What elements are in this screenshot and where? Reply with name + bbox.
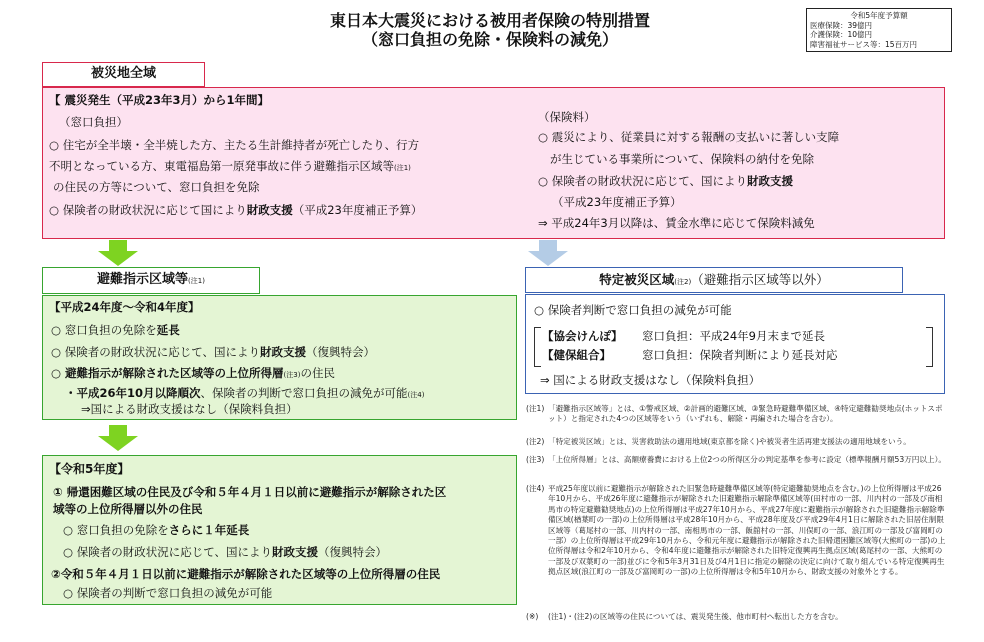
note-1 [526,404,946,425]
disaster-left-line4 [49,203,422,217]
disaster-left-line1: ○ 住宅が全半壊・全半焼した方、主たる生計維持者が死亡したり、行方 [49,138,420,152]
note-text: (注1)・(注2)の区域等の住民については、震災発生後、他市町村へ転出した方を含む。 [548,612,843,621]
budget-box [806,8,952,52]
evac-item3-c: の住民 [300,366,335,380]
reiwa5-box [42,455,517,605]
specific-row1 [542,329,623,343]
note-ref-1: (注1) [188,277,205,285]
evac-item3 [51,366,335,382]
budget-item: 介護保険：10億円 [810,30,873,39]
reiwa5-heading: 【令和5年度】 [49,462,130,476]
evac-box [42,295,517,420]
evac-item1 [51,323,180,337]
disaster-left-line4-b: 財政支援 [246,203,293,217]
note-key: (注1) [526,404,545,413]
reiwa5-para1-line2: 域等の上位所得層以外の住民 [53,502,203,516]
disaster-heading: 【 震災発生（平成23年3月）から1年間】 [49,93,270,107]
specific-row1-value: 窓口負担：平成24年9月末まで延長 [642,329,825,343]
note-ref-4: (注4) [407,391,425,399]
disaster-left-line4-c: （平成23年度補正予算） [292,203,423,217]
evac-item2-b: 財政支援 [259,345,306,359]
disaster-right-line1: ○ 震災により、従業員に対する報酬の支払いに著しい支障 [538,130,840,144]
specific-box [525,294,945,394]
page-title-line2: （窓口負担の免除・保険料の減免） [361,30,618,49]
note-ref-2: (注2) [674,278,692,286]
evac-item3-a: ○ 避難指示が解除された区域等の上位所得層 [51,366,284,380]
evac-item2-c: （復興特会） [305,345,375,359]
tab-specific-label: 特定被災区域 [599,272,675,287]
evac-item4-a: ・平成26年10月以降順次 [65,386,201,400]
disaster-left-line3: の住民の方等について、窓口負担を免除 [53,180,260,194]
note-ref-1: (注1) [394,164,411,172]
specific-item2: ⇒ 国による財政支援はなし（保険料負担） [540,373,761,387]
tab-evac-label: 避難指示区域等 [97,272,189,287]
note-3 [526,455,946,465]
disaster-right-line4: （平成23年度補正予算） [552,195,682,209]
disaster-left-sub: （窓口負担） [59,115,128,129]
disaster-right-sub: （保険料） [538,110,596,124]
specific-item1: ○ 保険者判断で窓口負担の減免が可能 [534,303,732,317]
disaster-right-line2: が生じている事業所について、保険料の納付を免除 [550,152,815,166]
note-key: (注3) [526,455,545,464]
tab-specific-area [525,267,903,293]
evac-item2-a: ○ 保険者の財政状況に応じて、国により [51,345,260,359]
reiwa5-item3: ○ 保険者の判断で窓口負担の減免が可能 [63,586,273,600]
page-title [250,11,730,49]
arrow-down-icon [98,425,138,451]
specific-row1-key: 【協会けんぽ】 [542,329,623,343]
note-5 [526,612,946,622]
budget-item: 医療保険：39億円 [810,20,873,30]
specific-row2 [542,348,611,362]
evac-item5: ⇒国による財政支援はなし（保険料負担） [81,402,298,416]
reiwa5-item1-a: ○ 窓口負担の免除を [63,523,169,537]
specific-row2-value: 窓口負担：保険者判断により延長対応 [642,348,838,362]
tab-disaster-area-label: 被災地全域 [90,66,156,81]
disaster-left-line2 [49,159,411,175]
specific-row2-key: 【健保組合】 [542,348,611,362]
arrow-down-icon [98,240,138,266]
evac-item1-a: ○ 窓口負担の免除を [51,323,157,337]
tab-evac-area [42,267,260,294]
tab-specific-label-b: （避難指示区域等以外） [691,272,829,287]
disaster-right-line3 [538,174,793,188]
disaster-right-line3-a: ○ 保険者の財政状況に応じて、国により [538,174,747,188]
note-text: 平成25年度以前に避難指示が解除された旧緊急時避難準備区域等(特定避難勧奨地点を含む。)の上位所得層は平成26年10月から、平成26年度に避難指示が解除された旧避難指示解除準備区域等(田村市の一部、川内村の一部及び南相馬市の特定避難勧奨地点)の上位所得層は平成27年10月から、平成27年度に避難指示が解除された旧避難指示解除準備区域(楢葉町の一部)の上位所得層は平成28年10月から、平成28年度及び平成29年4月1日に解除された旧居住制限区域等（葛尾村の一部、川内村の一部、南相馬市の一部、飯舘村の一部、川俣町の一部、浪江町の一部及び富岡町の一部）の上位所得層は平成29年10月から、令和元年度に避難指示が解除された旧帰還困難区域等(大熊町の一部)の上位所得層は令和2年10月から、令和4年度に避難指示が解除された旧特定復興再生拠点区域(葛尾村の一部、大熊町の一部及び双葉町の一部)並びに令和5年3月31日及び4月1日に指定の解除の決定に向けて取り組んでいる特定復興再生拠点区域(浪江町の一部及び富岡町の一部)の上位所得層は令和5年10月から、財政支援の対象外とする。 [548,484,946,577]
note-4 [526,484,946,578]
reiwa5-item2-c: （復興特会） [317,545,387,559]
disaster-right-line5: ⇒ 平成24年3月以降は、賃金水準に応じて保険料減免 [538,216,815,230]
budget-heading: 令和5年度予算額 [850,11,908,20]
evac-item1-b: 延長 [156,323,180,337]
evac-heading: 【平成24年度～令和4年度】 [49,300,200,314]
reiwa5-item2-b: 財政支援 [271,545,318,559]
specific-bracket-left [534,327,541,367]
disaster-area-box [42,87,945,239]
note-text: 「上位所得層」とは、高額療養費における上位2つの所得区分の判定基準を参考に設定（標準報酬月額53万円以上）。 [548,455,946,464]
reiwa5-para1-line1: ① 帰還困難区域の住民及び令和５年４月１日以前に避難指示が解除された区 [53,485,447,499]
evac-item4 [65,386,424,402]
note-key: (注4) [526,484,545,493]
note-text: 「特定被災区域」とは、災害救助法の適用地域(東京都を除く)や被災者生活再建支援法の適用地域をいう。 [548,437,911,446]
reiwa5-item1-b: さらに１年延長 [168,523,250,537]
budget-item: 障害福祉サービス等：15百万円 [810,39,918,49]
reiwa5-para2: ②令和５年４月１日以前に避難指示が解除された区域等の上位所得層の住民 [51,567,441,581]
evac-item4-b: 、保険者の判断で窓口負担の減免が可能 [200,386,408,400]
disaster-left-line4-a: ○ 保険者の財政状況に応じて国により [49,203,247,217]
arrow-down-icon [528,240,568,266]
note-text: 「避難指示区域等」とは、①警戒区域、②計画的避難区域、③緊急時避難準備区域、④特定避難勧奨地点(ホットスポット）と指定された4つの区域等をいう（いずれも、解除・再編された場合を含む）。 [548,404,943,424]
note-2 [526,437,946,447]
tab-disaster-area [42,62,205,87]
note-ref-3: (注3) [283,371,301,379]
page-title-line1: 東日本大震災における被用者保険の特別措置 [329,11,650,30]
reiwa5-item2-a: ○ 保険者の財政状況に応じて、国により [63,545,272,559]
specific-bracket-right [926,327,933,367]
disaster-left-line2-text: 不明となっている方、東電福島第一原発事故に伴う避難指示区域等 [49,159,394,173]
reiwa5-item2 [63,545,387,559]
note-key: (※) [526,612,539,621]
disaster-right-line3-b: 財政支援 [746,174,793,188]
evac-item2 [51,345,375,359]
reiwa5-item1 [63,523,249,537]
note-key: (注2) [526,437,545,446]
